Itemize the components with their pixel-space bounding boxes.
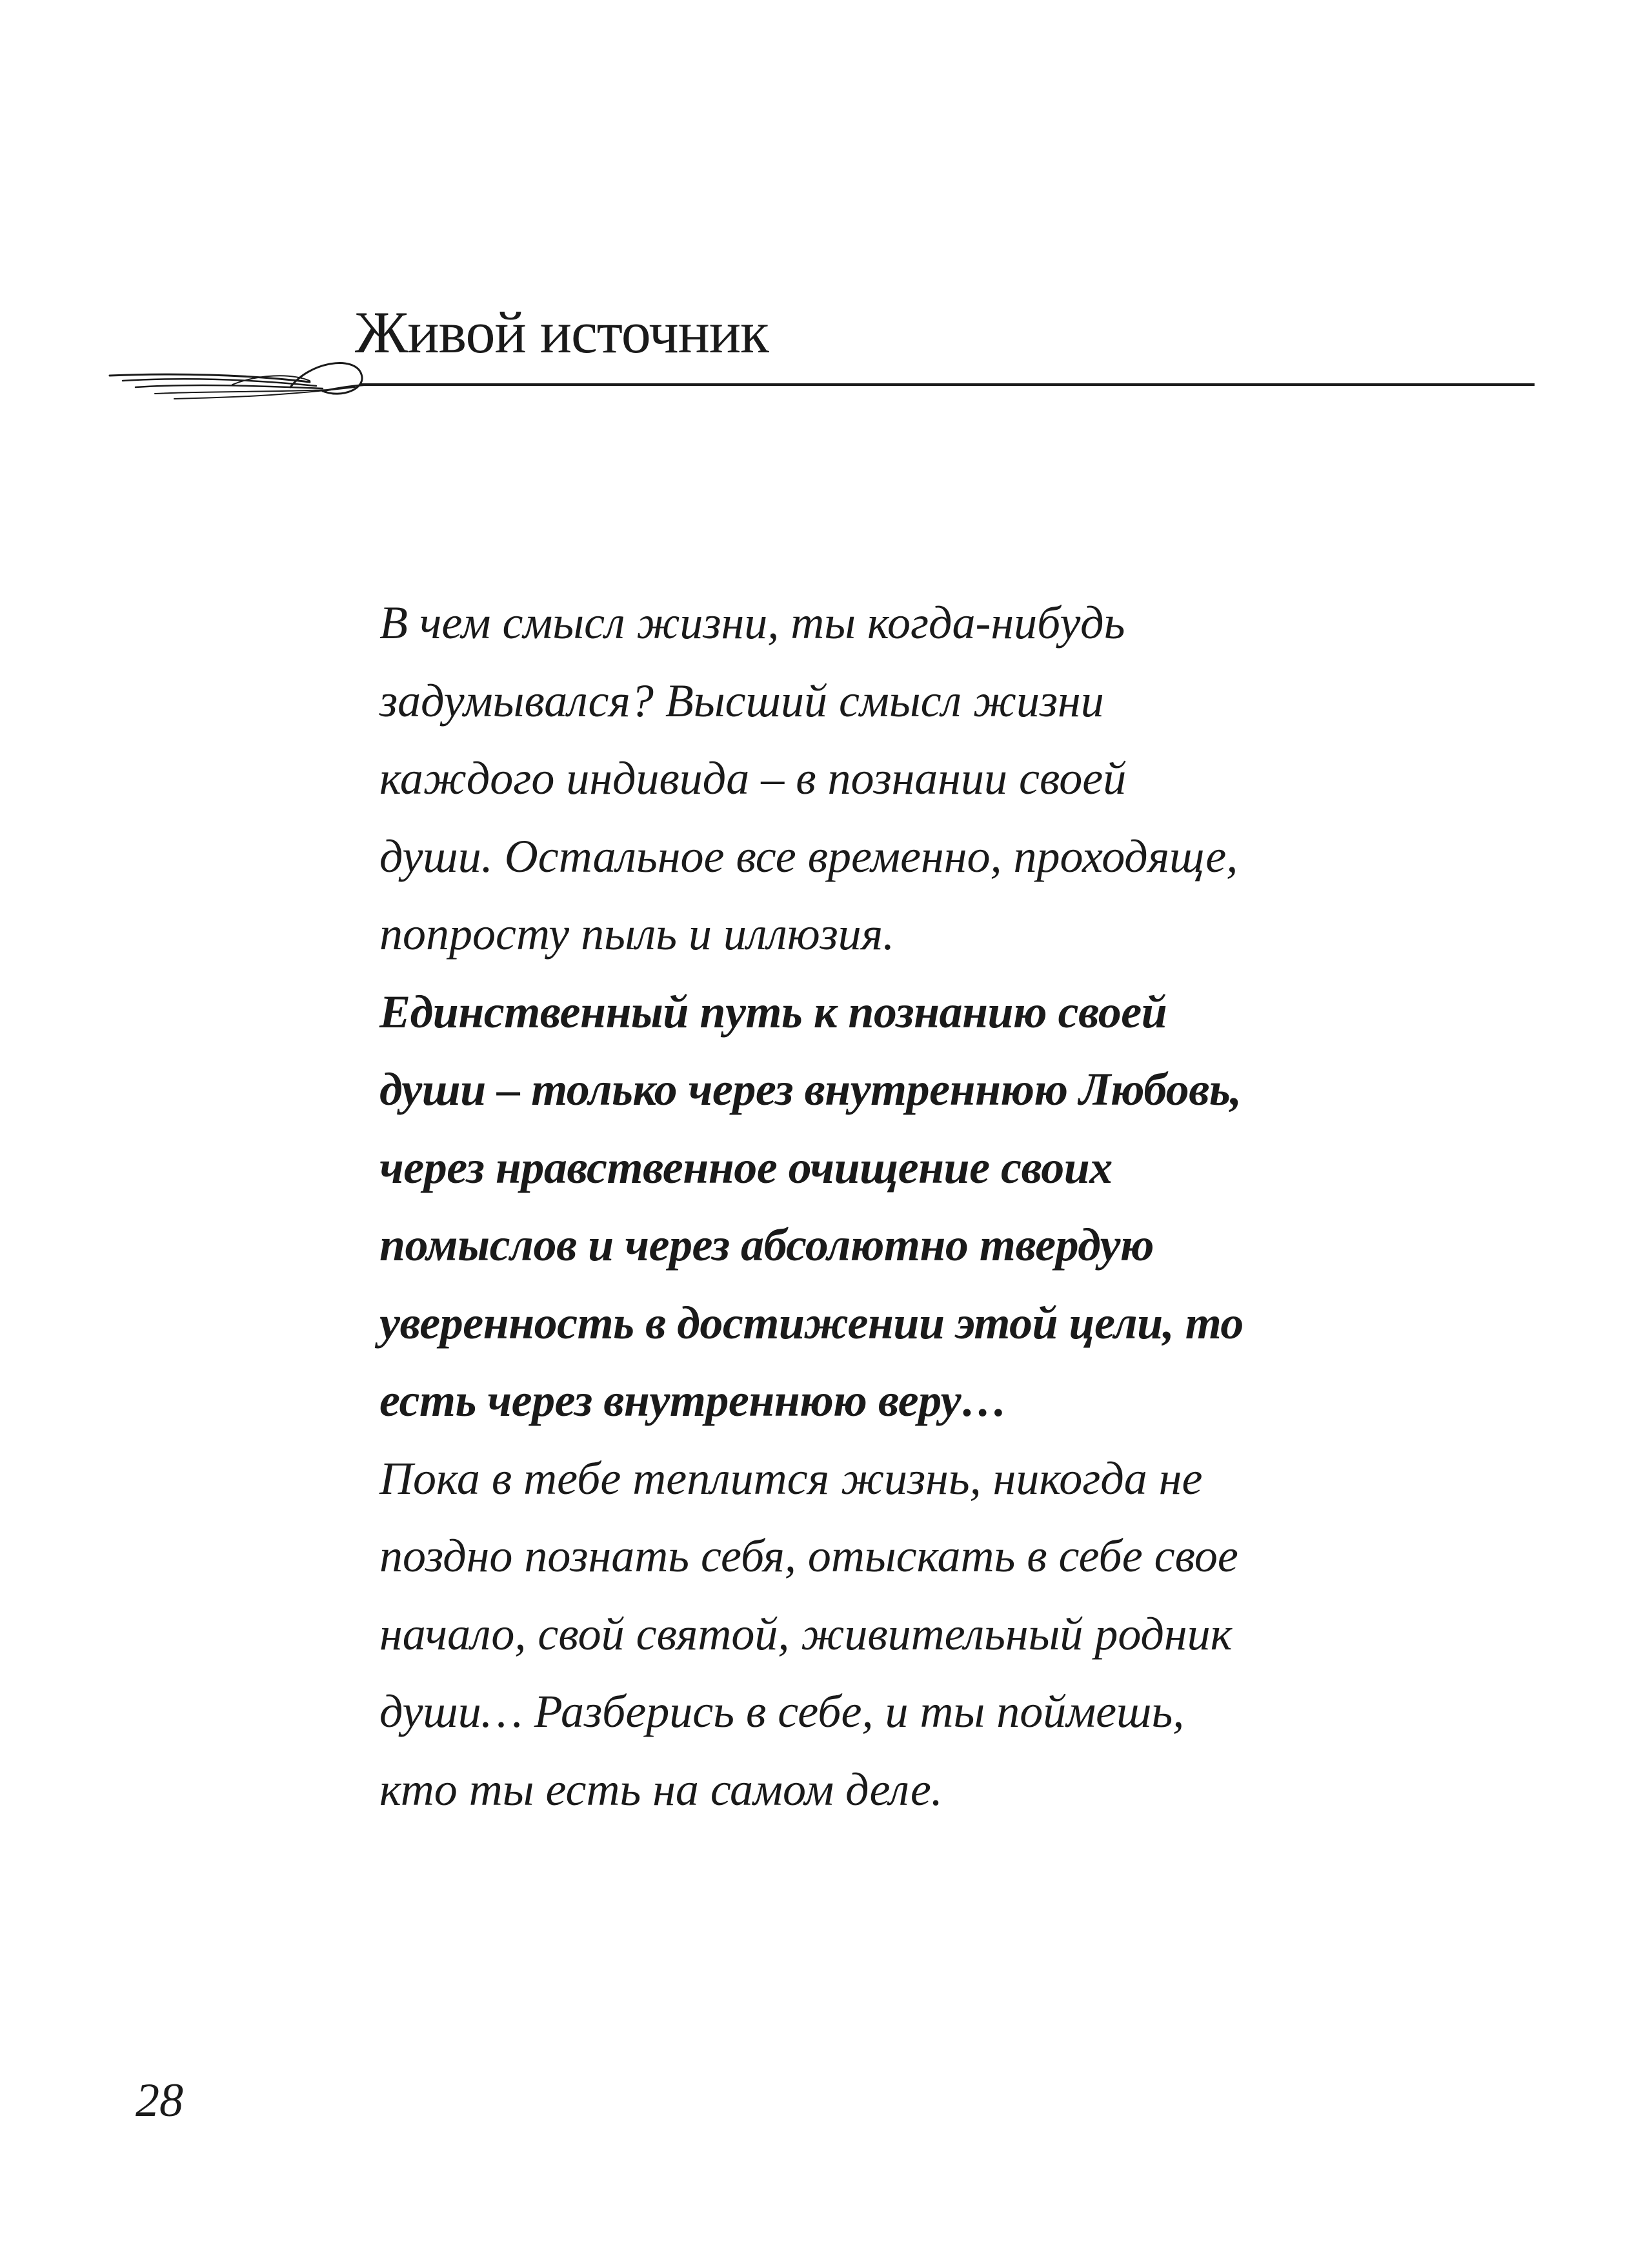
emphasized-text-line: уверенность в достижении этой цели, то [379, 1296, 1244, 1349]
header-divider [361, 383, 1535, 386]
text-line: поздно познать себя, отыскать в себе свое [379, 1530, 1238, 1582]
text-line: каждого индивида – в познании своей [379, 752, 1127, 804]
text-line: начало, свой святой, живительный родник [379, 1607, 1233, 1660]
text-line: задумывался? Высший смысл жизни [379, 674, 1104, 727]
text-line: В чем смысл жизни, ты когда-нибудь [379, 597, 1125, 649]
emphasized-text-line: души – только через внутреннюю Любовь, [379, 1063, 1242, 1115]
text-line: души. Остальное все временно, проходяще, [379, 830, 1238, 882]
body-text [379, 584, 1444, 1828]
chapter-title: Живой источник [355, 299, 769, 365]
page-number: 28 [136, 2074, 183, 2127]
emphasized-text-line: Единственный путь к познанию своей [379, 985, 1167, 1038]
emphasized-text-line: помыслов и через абсолютно твердую [379, 1219, 1154, 1271]
text-line: души… Разберись в себе, и ты поймешь, [379, 1686, 1185, 1737]
feather-flourish-icon [97, 348, 374, 413]
emphasized-text-line: через нравственное очищение своих [379, 1141, 1113, 1193]
text-line: Пока в тебе теплится жизнь, никогда не [379, 1452, 1203, 1504]
emphasized-text-line: есть через внутреннюю веру… [379, 1375, 1007, 1426]
text-line: кто ты есть на самом деле. [379, 1763, 943, 1815]
text-line: попросту пыль и иллюзия. [379, 908, 895, 960]
